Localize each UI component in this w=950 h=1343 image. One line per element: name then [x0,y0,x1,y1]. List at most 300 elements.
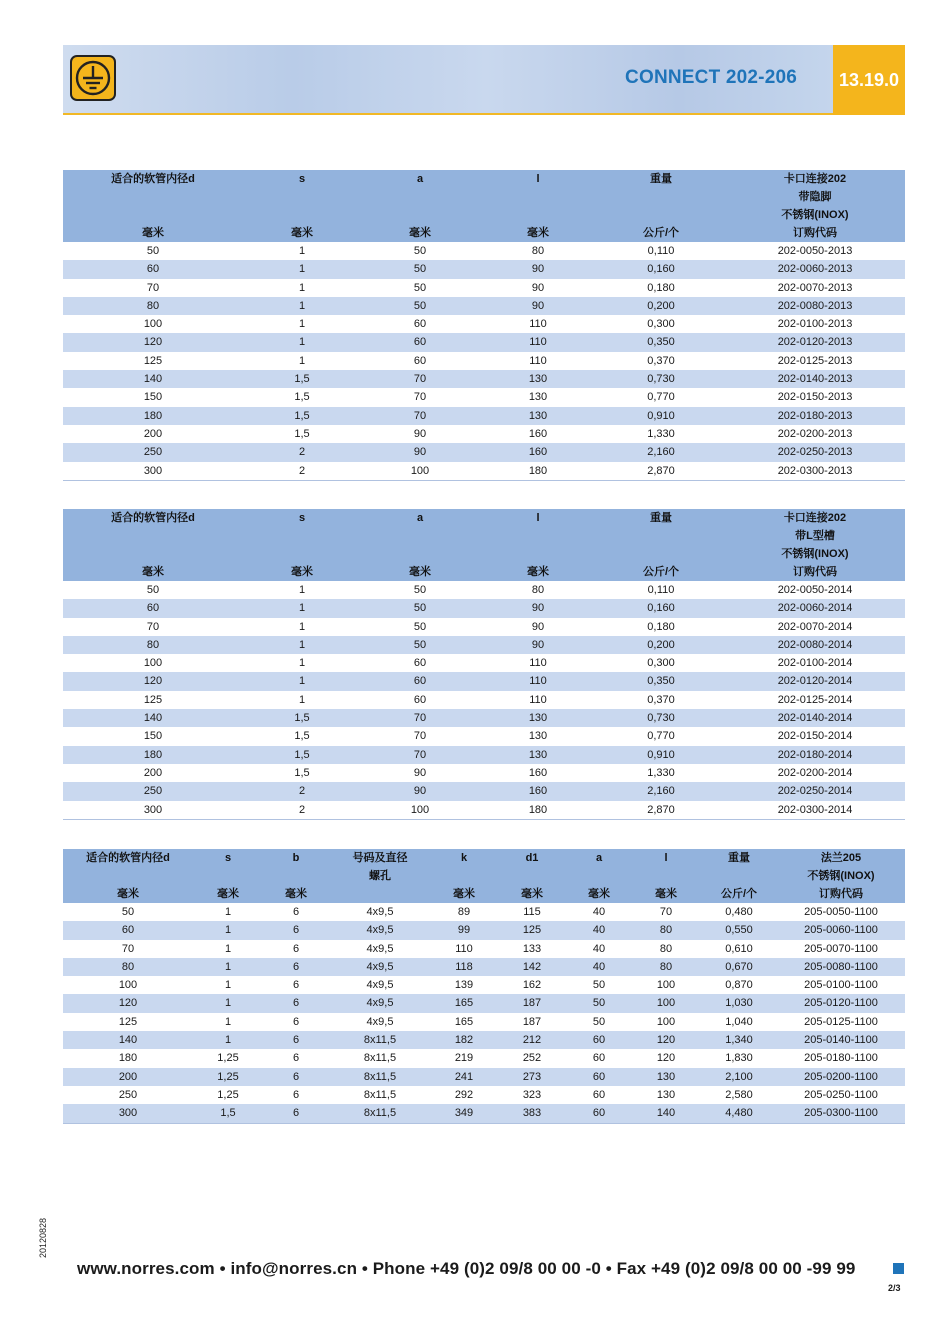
unit-label: 毫米 [263,885,329,903]
table-row [63,297,905,315]
col-header-s: s [243,170,361,224]
table-cell: 50 [361,599,479,617]
table-cell: 2,580 [725,1088,753,1101]
unit-label: 毫米 [243,563,361,581]
table-cell: 202-0125-2014 [777,693,853,706]
table-cell: 1,040 [725,1015,753,1028]
table-cell: 110 [479,672,597,690]
table-row [63,691,905,709]
table-cell: 0,670 [701,958,777,976]
table-cell: 205-0060-1100 [777,921,905,939]
col-header-weight: 重量 [597,170,725,224]
table-cell: 383 [497,1104,567,1123]
table-cell: 2 [243,443,361,461]
table-cell: 115 [523,906,541,918]
table-cell: 300 [63,1104,193,1123]
table-cell: 60 [63,260,243,278]
unit-label: 订购代码 [725,563,905,581]
page-title: CONNECT 202-206 [625,67,797,88]
table-cell: 130 [479,746,597,764]
table-cell: 80 [659,942,673,955]
table-cell: 4x9,5 [329,994,431,1012]
table-cell: 50 [413,584,427,596]
table-cell: 4x9,5 [329,958,431,976]
table-cell: 70 [146,281,160,294]
table-cell: 1 [243,333,361,351]
table-cell: 120 [63,994,193,1012]
table-cell: 6 [263,1068,329,1086]
table-cell: 6 [292,1015,300,1028]
table-cell: 70 [146,620,160,633]
unit-label: 毫米 [479,563,597,581]
table-cell: 4x9,5 [329,921,431,939]
table-cell: 80 [531,245,545,257]
table-cell: 0,160 [597,599,725,617]
table-row [63,1068,905,1086]
table-cell: 1 [298,693,306,706]
table-row [63,976,905,994]
table-cell: 1,5 [294,766,310,779]
table-row [63,352,905,370]
table-cell: 50 [361,297,479,315]
table-cell: 4,480 [701,1104,777,1123]
col-header-s: s [193,849,263,885]
table-cell: 70 [361,370,479,388]
table-cell: 202-0070-2013 [777,281,853,294]
table-cell: 0,910 [597,407,725,425]
flange-205-table [63,849,905,1124]
table-cell: 140 [63,709,243,727]
table-row [63,1086,905,1104]
product-material: 不锈钢(INOX) [781,548,849,560]
table-cell: 165 [431,994,497,1012]
table-cell: 6 [292,906,300,918]
table-row [63,407,905,425]
unit-label: 公斤/个 [701,885,777,903]
table-cell: 202-0100-2013 [777,318,853,331]
table-cell: 40 [567,921,631,939]
table-cell: 2,160 [597,443,725,461]
table-cell: 100 [656,1015,676,1028]
table-cell: 100 [118,979,138,992]
table-cell: 90 [479,636,597,654]
table-cell: 70 [361,709,479,727]
table-cell: 200 [143,766,163,779]
header-banner [63,45,833,115]
table-cell: 100 [631,994,701,1012]
table-cell: 219 [454,1052,474,1065]
table-row [63,242,905,260]
table-row [63,260,905,278]
table-cell: 1,330 [647,427,675,440]
table-cell: 6 [263,921,329,939]
table-cell: 125 [143,693,163,706]
table-cell: 241 [431,1068,497,1086]
table-cell: 1,5 [243,709,361,727]
table-cell: 4x9,5 [366,979,394,992]
table-cell: 250 [63,782,243,800]
table-cell: 50 [146,245,160,257]
table-cell: 8x11,5 [363,1088,397,1101]
table-cell: 8x11,5 [329,1104,431,1123]
table-cell: 212 [497,1031,567,1049]
table-cell: 200 [143,427,163,440]
table-cell: 125 [143,354,163,367]
table-cell: 70 [413,730,427,743]
table-cell: 120 [656,1052,676,1065]
table-cell: 125 [118,1015,138,1028]
table-cell: 1 [243,297,361,315]
table-cell: 1,330 [647,766,675,779]
unit-label [329,885,431,903]
table-row [63,279,905,297]
table-row [63,903,905,921]
table-cell: 205-0080-1100 [777,958,905,976]
table-cell: 160 [528,427,548,440]
table-cell: 202-0150-2013 [777,391,853,404]
table-cell: 100 [361,801,479,820]
table-cell: 50 [413,281,427,294]
section-code-badge: 13.19.0 [833,45,905,115]
table-cell: 1,5 [294,391,310,404]
table-cell: 80 [531,584,545,596]
table-cell: 6 [292,942,300,955]
table-cell: 180 [63,746,243,764]
unit-label: 毫米 [193,885,263,903]
table-cell: 202-0200-2014 [777,766,853,779]
table-cell: 2,870 [597,462,725,481]
col-header-d1: d1 [497,849,567,885]
table-cell: 133 [522,942,542,955]
product-variant: 带隐脚 [798,191,832,203]
table-row [63,636,905,654]
table-cell: 202-0060-2014 [725,599,905,617]
table-cell: 2 [243,782,361,800]
unit-label: 订购代码 [777,885,905,903]
col-header-s: s [243,509,361,563]
table-cell: 0,300 [647,318,675,331]
table-cell: 140 [63,1031,193,1049]
table-cell: 50 [592,1015,606,1028]
col-header-hose-diameter: 适合的软管内径d [63,849,193,885]
table-cell: 8x11,5 [329,1031,431,1049]
table-cell: 1,5 [193,1104,263,1123]
table-cell: 50 [413,245,427,257]
table-cell: 1 [243,672,361,690]
table-cell: 80 [63,297,243,315]
table-cell: 70 [659,906,673,918]
table-row [63,370,905,388]
table-cell: 1 [243,636,361,654]
table-cell: 60 [63,921,193,939]
table-cell: 70 [361,746,479,764]
unit-label: 公斤/个 [597,224,725,242]
product-name: 卡口连接202 [783,512,847,524]
table-cell: 160 [528,766,548,779]
table-cell: 70 [413,391,427,404]
table-cell: 180 [479,462,597,481]
table-cell: 60 [63,599,243,617]
table-cell: 0,110 [647,584,675,596]
table-cell: 0,200 [597,297,725,315]
table-cell: 1,5 [243,746,361,764]
table-cell: 90 [531,281,545,294]
table-cell: 1 [193,958,263,976]
table-cell: 162 [522,979,542,992]
table-cell: 60 [592,1088,606,1101]
unit-label: 毫米 [567,885,631,903]
table-cell: 202-0125-2013 [777,354,853,367]
table-cell: 349 [431,1104,497,1123]
table-row [63,618,905,636]
table-row [63,709,905,727]
footer-square-marker [893,1263,904,1274]
table-cell: 60 [567,1031,631,1049]
table-cell: 6 [292,1052,300,1065]
table-cell: 202-0250-2013 [725,443,905,461]
table-cell: 118 [431,958,497,976]
unit-label: 毫米 [63,885,193,903]
table-cell: 0,350 [597,672,725,690]
table-cell: 202-0300-2013 [725,462,905,481]
table-cell: 0,200 [597,636,725,654]
table-cell: 1 [298,657,306,670]
table-cell: 110 [529,354,547,367]
unit-label: 毫米 [243,224,361,242]
table-cell: 205-0100-1100 [804,979,878,992]
table-cell: 0,370 [647,354,675,367]
table-cell: 187 [497,994,567,1012]
table-row [63,462,905,481]
table-cell: 50 [592,979,606,992]
table-cell: 40 [567,958,631,976]
table-cell: 2,160 [597,782,725,800]
table-cell: 182 [431,1031,497,1049]
table-cell: 252 [522,1052,542,1065]
table-cell: 1,5 [243,370,361,388]
table-cell: 139 [454,979,474,992]
table-cell: 160 [479,443,597,461]
table-cell: 40 [592,906,606,918]
table-cell: 6 [292,979,300,992]
table-cell: 125 [497,921,567,939]
table-cell: 60 [413,318,427,331]
unit-label: 毫米 [361,563,479,581]
table-cell: 4x9,5 [366,942,394,955]
table-cell: 2 [243,462,361,481]
table-row [63,1104,905,1123]
table-cell: 0,550 [701,921,777,939]
table-cell: 120 [63,672,243,690]
product-name: 法兰205 [820,852,862,864]
table-cell: 0,730 [597,370,725,388]
table-cell: 0,910 [597,746,725,764]
table-cell: 300 [63,462,243,481]
bayonet-202-l-slot-table [63,509,905,820]
table-cell: 202-0200-2013 [777,427,853,440]
table-cell: 110 [479,333,597,351]
table-row [63,1031,905,1049]
table-cell: 0,110 [647,245,675,257]
table-cell: 2,870 [597,801,725,820]
table-cell: 1 [298,281,306,294]
page-number: 2/3 [888,1283,901,1293]
table-cell: 0,870 [725,979,753,992]
table-cell: 110 [529,693,547,706]
unit-label: 订购代码 [725,224,905,242]
unit-label: 毫米 [431,885,497,903]
table-cell: 202-0100-2014 [777,657,853,670]
table-cell: 1 [298,354,306,367]
table-cell: 202-0140-2014 [725,709,905,727]
table-cell: 90 [531,620,545,633]
table-cell: 90 [361,782,479,800]
table-cell: 1 [224,1015,232,1028]
table-cell: 1 [243,260,361,278]
table-cell: 1,030 [701,994,777,1012]
col-header-weight: 重量 [597,509,725,563]
table-cell: 50 [413,620,427,633]
table-cell: 8x11,5 [363,1052,397,1065]
table-cell: 130 [631,1068,701,1086]
table-cell: 100 [361,462,479,481]
table-row [63,994,905,1012]
table-cell: 0,770 [647,730,675,743]
table-cell: 2,100 [701,1068,777,1086]
table-cell: 90 [479,260,597,278]
table-row [63,599,905,617]
table-cell: 202-0050-2013 [777,245,853,257]
table-cell: 50 [121,906,135,918]
table-cell: 202-0120-2014 [725,672,905,690]
unit-label: 毫米 [63,563,243,581]
col-header-l: l [479,509,597,563]
unit-label: 毫米 [479,224,597,242]
table-cell: 50 [361,260,479,278]
table-cell: 160 [479,782,597,800]
table-cell: 60 [567,1104,631,1123]
table-cell: 1 [298,245,306,257]
table-cell: 50 [567,994,631,1012]
table-cell: 120 [63,333,243,351]
table-cell: 0,350 [597,333,725,351]
table-cell: 180 [63,407,243,425]
table-cell: 1 [224,979,232,992]
table-cell: 1,25 [217,1088,239,1101]
product-variant: 带L型槽 [795,530,835,542]
table-cell: 90 [413,766,427,779]
col-header-b: b [263,849,329,885]
table-cell: 202-0060-2013 [725,260,905,278]
table-cell: 80 [631,921,701,939]
table-cell: 202-0150-2014 [777,730,853,743]
table-row [63,672,905,690]
table-cell: 6 [263,994,329,1012]
table-cell: 300 [63,801,243,820]
table-cell: 142 [497,958,567,976]
table-cell: 205-0200-1100 [777,1068,905,1086]
table-cell: 150 [143,391,163,404]
table-cell: 90 [361,443,479,461]
table-row [63,581,905,599]
table-cell: 140 [631,1104,701,1123]
table-cell: 2 [243,801,361,820]
table-cell: 40 [592,942,606,955]
product-name: 卡口连接202 [783,173,847,185]
table-cell: 205-0120-1100 [777,994,905,1012]
table-cell: 0,180 [647,620,675,633]
table-cell: 110 [455,942,473,955]
table-cell: 50 [146,584,160,596]
table-cell: 150 [143,730,163,743]
col-header-a: a [567,849,631,885]
table-cell: 60 [413,354,427,367]
table-cell: 60 [592,1052,606,1065]
table-cell: 200 [63,1068,193,1086]
table-cell: 0,160 [597,260,725,278]
table-cell: 1 [243,599,361,617]
table-cell: 80 [631,958,701,976]
table-cell: 4x9,5 [366,1015,394,1028]
table-cell: 110 [529,657,547,670]
table-cell: 205-0180-1100 [804,1052,878,1065]
holes-label-line2: 螺孔 [369,870,391,882]
table-row [63,333,905,351]
table-cell: 292 [454,1088,474,1101]
table-cell: 165 [454,1015,474,1028]
table-cell: 1,5 [294,730,310,743]
table-cell: 202-0070-2014 [777,620,853,633]
table-cell: 70 [361,407,479,425]
table-cell: 1 [224,906,232,918]
table-cell: 1 [193,921,263,939]
table-cell: 202-0140-2013 [725,370,905,388]
table-cell: 0,730 [597,709,725,727]
table-cell: 250 [63,443,243,461]
col-header-hose-diameter: 适合的软管内径d [63,509,243,563]
unit-label: 毫米 [497,885,567,903]
table-cell: 202-0300-2014 [725,801,905,820]
table-cell: 180 [479,801,597,820]
table-cell: 120 [631,1031,701,1049]
col-header-order-code [777,849,905,885]
table-cell: 250 [118,1088,138,1101]
holes-label: 号码及直径 [352,852,408,864]
table-cell: 1,25 [217,1052,239,1065]
table-cell: 187 [522,1015,542,1028]
table-cell: 205-0140-1100 [777,1031,905,1049]
table-cell: 130 [528,730,548,743]
table-cell: 110 [529,318,547,331]
table-cell: 70 [121,942,135,955]
print-date-code: 20120828 [38,1217,48,1258]
table-cell: 1 [193,994,263,1012]
col-header-l: l [631,849,701,885]
table-cell: 80 [63,958,193,976]
table-cell: 0,180 [647,281,675,294]
col-header-weight: 重量 [701,849,777,885]
table-row [63,1013,905,1031]
table-cell: 60 [361,672,479,690]
table-cell: 130 [656,1088,676,1101]
table-cell: 0,300 [647,657,675,670]
table-cell: 202-0050-2014 [777,584,853,596]
table-row [63,746,905,764]
table-cell: 1 [298,584,306,596]
table-cell: 130 [479,407,597,425]
table-cell: 202-0120-2013 [725,333,905,351]
table-row [63,1049,905,1067]
